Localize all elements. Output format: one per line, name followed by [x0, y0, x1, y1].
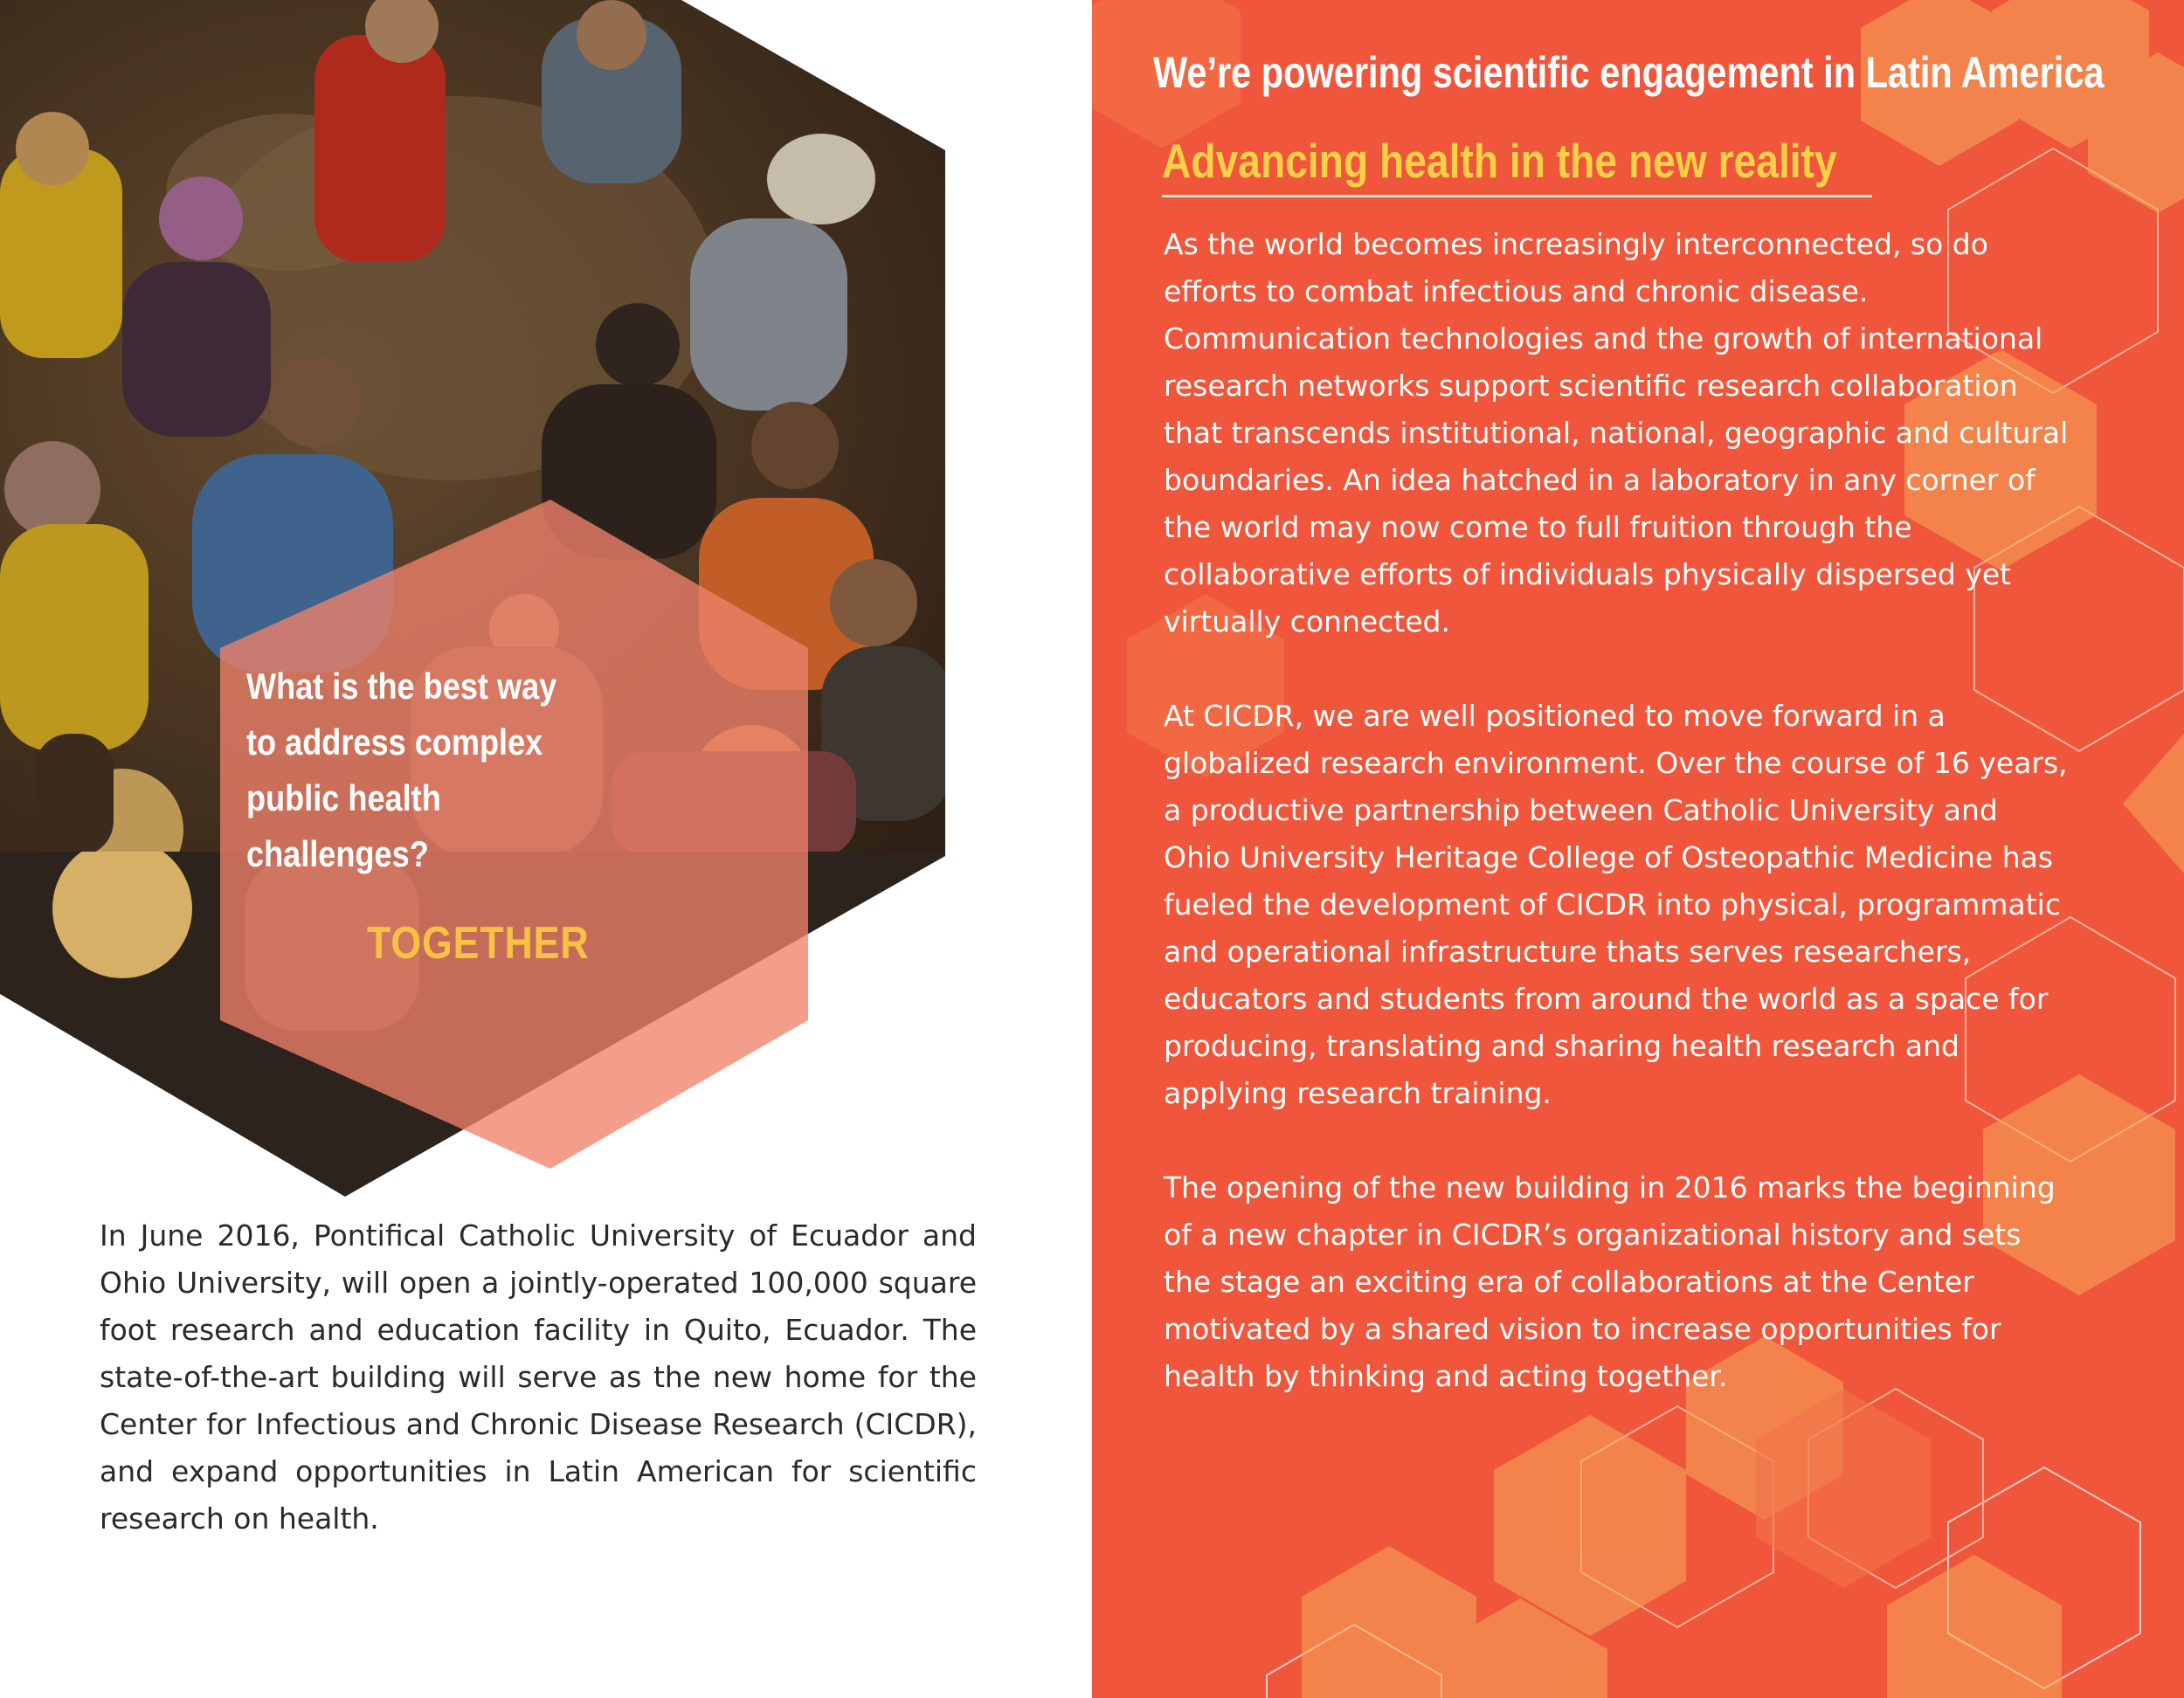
crowd-photo [0, 0, 1092, 1223]
subheading: Advancing health in the new reality [1162, 134, 1837, 188]
body-paragraph-2: At CICDR, we are well positioned to move forward in a globalized research environment. Over the course of 16 years, a productive partnership between Catholic University and Ohio University Heritage College of Osteopathic Medicine has fueled the development of CICDR into physical, programmatic and operational infrastructure thats serves researchers, educators and students from around the world as a space for producing, translating and sharing health research and applying research training. [1164, 699, 2068, 1110]
together-label: TOGETHER [367, 918, 590, 969]
subheading-rule [1162, 195, 1872, 197]
body-paragraph-3: The opening of the new building in 2016 marks the beginning of a new chapter in CICDR’s organizational history and sets the stage an exciting era of collaborations at the Center motivated by a shared vision to increase opportunities for health by thinking and acting together. [1164, 1170, 2056, 1393]
question-text: What is the best way to address complex public health challenges? [246, 666, 557, 874]
left-body-text: In June 2016, Pontifical Catholic University of Ecuador and Ohio University, will open a jointly-operated 100,000 square foot research and education facility in Quito, Ecuador. The state-of-the-art building will serve as the new home for the Center for Infectious and Chronic Disease Research (CICDR), and expand opportunities in Latin American for scientific research on health. [100, 1218, 977, 1536]
body-paragraph-1: As the world becomes increasingly interconnected, so do efforts to combat infectious and chronic disease. Communication technologies and the growth of international research networks support scientific research collaboration that transcends institutional, national, geographic and cultural boundaries. An idea hatched in a laboratory in any corner of the world may now come to full fruition through the collaborative efforts of individuals physically dispersed yet virtually connected. [1164, 227, 2069, 638]
main-heading: We’re powering scientific engagement in Latin America [1153, 48, 2105, 97]
right-body [1164, 221, 2072, 1447]
right-page [1092, 0, 2184, 1698]
